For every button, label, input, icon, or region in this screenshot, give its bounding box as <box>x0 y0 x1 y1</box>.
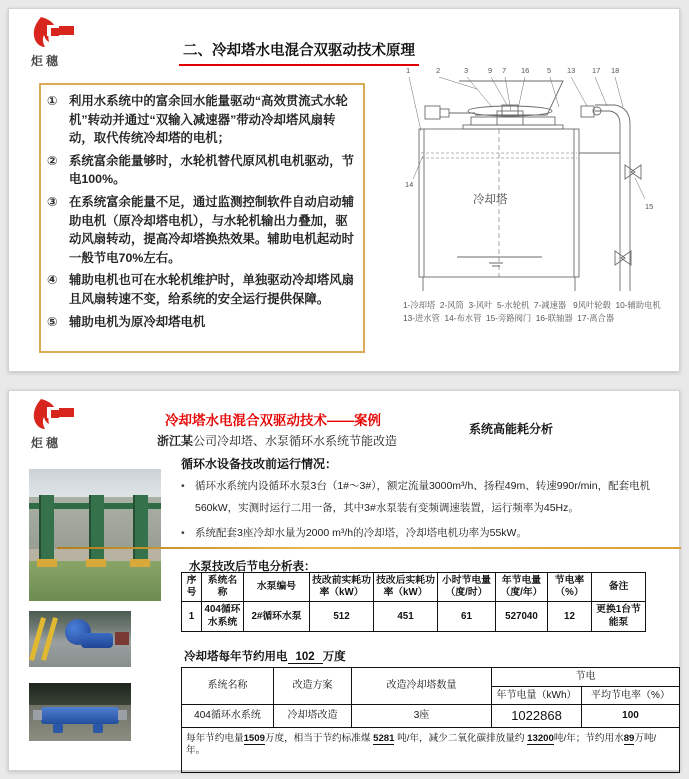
page-title: 二、冷却塔水电混合双驱动技术原理 <box>179 39 419 66</box>
note-value: 102 <box>288 651 323 664</box>
case-subtitle-company: 浙江某 <box>157 434 194 448</box>
footer-text: 万度，相当于节约标准煤 <box>264 732 374 744</box>
diagram-caption-line1: 1-冷却塔 2-风筒 3-风叶 5-水轮机 7-减速器 9风叶轮毂 10-辅助电机 <box>403 300 661 310</box>
point-number: ④ <box>47 273 58 288</box>
bullet-text: 系统配套3座冷却水量为2000 m³/h的冷却塔，冷却塔电机功率为55kW。 <box>195 527 527 539</box>
case-subtitle <box>157 432 397 449</box>
t1-data-cell: 512 <box>310 602 374 631</box>
diagram-label-1: 1 <box>406 66 411 75</box>
photo-dual-drive-unit <box>29 683 131 741</box>
t1-data-cell: 451 <box>374 602 438 631</box>
t1-header-cell: 备注 <box>592 573 646 602</box>
t2-data-cell: 冷却塔改造 <box>274 705 352 728</box>
diagram-tower-label: 冷却塔 <box>473 194 508 206</box>
t2-header-count: 改造冷却塔数量 <box>352 668 492 705</box>
t1-data-cell: 61 <box>438 602 496 631</box>
principle-point <box>47 271 355 308</box>
diagram-label-7: 7 <box>502 66 507 75</box>
t2-footer-summary <box>182 727 680 773</box>
slide-case-study <box>8 390 680 771</box>
diagram-label-9: 9 <box>488 66 493 75</box>
logo-text: 炬穗 <box>31 436 62 450</box>
footer-underlined-value: 1509 <box>243 732 265 744</box>
cooling-tower-saving-note <box>184 648 346 664</box>
diagram-caption-line2: 13-进水管 14-布水管 15-旁路阀门 16-联轴器 17-离合器 <box>403 313 615 324</box>
gold-divider-line <box>57 547 681 549</box>
footer-underlined-value: 13200 <box>527 732 554 744</box>
diagram-label-16: 16 <box>521 66 530 75</box>
t2-data-cell: 404循环水系统 <box>182 705 274 728</box>
t1-header-cell: 年节电量（度/年） <box>496 573 548 602</box>
photo-water-turbine-pump <box>29 611 131 667</box>
pump-saving-table <box>181 572 646 632</box>
bullet-marker: • <box>181 480 185 492</box>
diagram-label-15: 15 <box>645 202 654 211</box>
diagram-label-2: 2 <box>436 66 441 75</box>
t1-header-cell: 节电率（%） <box>548 573 592 602</box>
t1-header-cell: 系统名称 <box>202 573 244 602</box>
point-number: ③ <box>47 195 58 210</box>
point-number: ① <box>47 94 58 108</box>
diagram-label-17: 17 <box>592 66 601 75</box>
pre-retrofit-bullets <box>181 475 681 547</box>
t2-data-cell: 3座 <box>352 705 492 728</box>
principle-points-list <box>47 92 355 331</box>
footer-underlined-value: 5281 <box>373 732 395 744</box>
footer-underlined-value: 89 <box>623 732 635 744</box>
t1-data-cell: 2#循环水泵 <box>244 602 310 631</box>
pre-retrofit-bullet <box>181 475 681 519</box>
point-text: 在系统富余能量不足，通过监测控制软件自动启动辅助电机（原冷却塔电机），与水轮机输出力叠加，驱动风扇转动，提高冷却塔换热效果。辅助电机起动时一般节电70%左右。 <box>69 195 354 265</box>
footer-text: 万吨/年。 <box>186 732 657 757</box>
footer-text: 吨/年，减少二氧化碳排放量约 <box>394 732 528 744</box>
bullet-marker: • <box>181 527 185 539</box>
point-text: 辅助电机为原冷却塔电机 <box>69 314 206 329</box>
t1-data-cell: 404循环水系统 <box>202 602 244 631</box>
t2-header-annual-kwh: 年节电量（kWh） <box>492 686 582 705</box>
retrofit-summary-table <box>181 667 680 773</box>
t1-data-cell: 12 <box>548 602 592 631</box>
point-number: ⑤ <box>47 314 58 329</box>
company-logo <box>31 397 85 451</box>
t2-header-avg-rate: 平均节电率（%） <box>582 686 680 705</box>
principle-point <box>47 313 355 332</box>
case-title: 冷却塔水电混合双驱动技术——案例 <box>165 413 381 428</box>
t1-header-cell: 小时节电量（度/时） <box>438 573 496 602</box>
t1-header-cell: 技改前实耗功率（kW） <box>310 573 374 602</box>
point-text: 利用水系统中的富余回水能量驱动“高效贯流式水轮机”转动并通过“双输入减速器”带动冷却塔风扇转动，取代传统冷却塔的电机； <box>69 94 348 146</box>
diagram-label-13: 13 <box>567 66 576 75</box>
point-number: ② <box>47 153 58 168</box>
photo-cooling-tower-site <box>29 469 161 601</box>
t2-header-saving-group: 节电 <box>492 668 680 687</box>
diagram-label-3: 3 <box>464 66 469 75</box>
footer-text: 每年节约电量 <box>186 732 244 744</box>
t1-header-cell: 序号 <box>182 573 202 602</box>
case-subtitle-rest: 公司冷却塔、水泵循环水系统节能改造 <box>193 434 398 448</box>
principle-points-box <box>39 83 365 353</box>
flame-logo-icon <box>31 397 75 433</box>
t1-header-cell: 水泵编号 <box>244 573 310 602</box>
logo-text: 炬穗 <box>31 54 62 68</box>
t2-header-system: 系统名称 <box>182 668 274 705</box>
t2-data-cell: 1022868 <box>492 705 582 728</box>
diagram-label-14: 14 <box>405 180 414 189</box>
point-text: 系统富余能量够时，水轮机替代原风机电机驱动，节电100%。 <box>69 153 354 187</box>
section-title-pre-retrofit: 循环水设备技改前运行情况： <box>181 457 338 471</box>
t2-data-cell: 100 <box>582 705 680 728</box>
diagram-label-5: 5 <box>547 66 552 75</box>
principle-point <box>47 92 355 148</box>
t2-header-plan: 改造方案 <box>274 668 352 705</box>
t1-header-cell: 技改后实耗功率（kW） <box>374 573 438 602</box>
diagram-label-18: 18 <box>611 66 620 75</box>
table1-title: 水泵技改后节电分析表： <box>189 561 316 573</box>
t1-data-cell: 527040 <box>496 602 548 631</box>
t1-data-cell: 1 <box>182 602 202 631</box>
analysis-title: 系统高能耗分析 <box>469 422 554 436</box>
note-pre: 冷却塔每年节约用电 <box>184 651 288 663</box>
t1-data-cell: 更换1台节能泵 <box>592 602 646 631</box>
bullet-text: 循环水系统内设循环水泵3台（1#～3#），额定流量3000m³/h、扬程49m、转速990r/min，配套电机560kW，实测时运行二用一备，其中3#水泵装有变频调速装置，运行频率为45Hz。 <box>195 480 651 514</box>
slide-principle <box>8 8 680 372</box>
cooling-tower-diagram <box>397 61 679 326</box>
cooling-tower-drawing <box>397 61 679 299</box>
principle-point <box>47 193 355 267</box>
note-post: 万度 <box>322 651 346 663</box>
pre-retrofit-bullet <box>181 522 681 544</box>
point-text: 辅助电机也可在水轮机维护时，单独驱动冷却塔风扇且风扇转速不变，给系统的安全运行提供保障。 <box>69 273 354 307</box>
principle-point <box>47 152 355 189</box>
footer-text: 吨/年；节约用水 <box>553 732 624 744</box>
